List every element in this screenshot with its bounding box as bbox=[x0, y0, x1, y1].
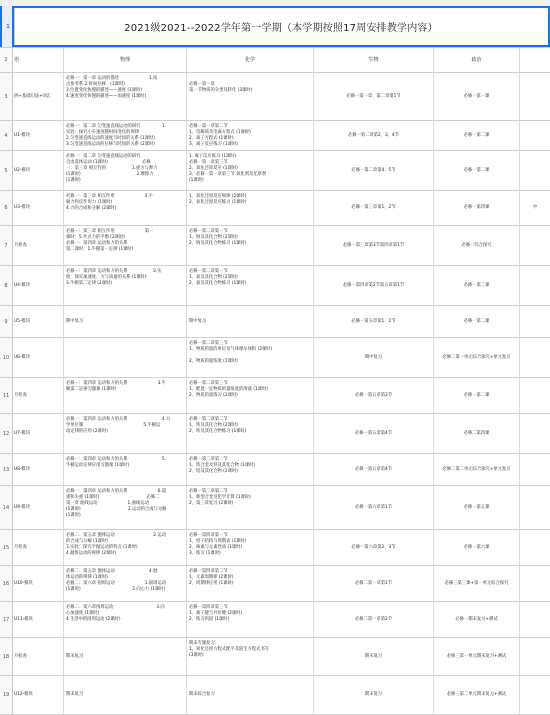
cell-politics[interactable]: 必修一第三课 bbox=[434, 266, 520, 305]
cell-chemistry[interactable]: 期中复习 bbox=[187, 306, 314, 337]
cell-week[interactable]: U12-模块 bbox=[12, 676, 64, 714]
cell-extra[interactable]: 中 bbox=[532, 205, 538, 210]
table-row[interactable] bbox=[0, 73, 550, 121]
cell-chemistry[interactable]: 1、氧化还原反应规律 (2课时) 2、氧化还原反应练习 (1课时) bbox=[187, 191, 314, 225]
cell-politics[interactable]: 必修一综合探究 bbox=[434, 226, 520, 265]
cell-physics[interactable]: 必修二：第五章 抛体运动 4.抛 体运动的规律 (1课时) 必修二：第六章 圆周运动 1.圆周运动 (1课时) 2.向心力 (1课时) bbox=[64, 566, 187, 601]
row-number[interactable]: 14 bbox=[0, 486, 13, 529]
row-number[interactable]: 3 bbox=[0, 73, 13, 120]
cell-biology[interactable]: 必修一第五章第1、2节 bbox=[314, 306, 434, 337]
table-row[interactable] bbox=[0, 566, 550, 602]
cell-week[interactable]: 拼+基础句法+词汇 bbox=[12, 73, 64, 120]
row-number[interactable]: 1 bbox=[0, 6, 15, 47]
cell-extra[interactable] bbox=[520, 414, 550, 453]
cell-week[interactable]: U3-模块 bbox=[12, 191, 64, 225]
cell-physics[interactable]: 必修二：第六章圆周运动 3.向 心加速度 (1课时) 4.生活中的圆周运动 (2课时) bbox=[64, 602, 187, 637]
row-number[interactable]: 5 bbox=[0, 151, 13, 190]
cell-week[interactable]: U6-模块 bbox=[12, 338, 64, 377]
table-row[interactable] bbox=[0, 602, 550, 638]
cell-biology[interactable]: 必修二第一章第1节 bbox=[314, 566, 434, 601]
row-number[interactable]: 4 bbox=[0, 121, 13, 150]
cell-chemistry[interactable]: 1. 离子反应练习 (1课时) 必修一第一章第三节 2、氧化还原反应 (1课时) 3、必修一第一章第三节 氧化剂及还原剂 (1课时) bbox=[187, 151, 314, 190]
cell-physics[interactable] bbox=[64, 338, 187, 377]
cell-chemistry[interactable]: 必修一第四章第三节 1、离子键与共价键 (2课时) 2、练习巩固 (1课时) bbox=[187, 602, 314, 637]
table-row[interactable] bbox=[0, 121, 550, 151]
cell-politics[interactable]: 必修一第四课 bbox=[434, 191, 520, 225]
cell-politics[interactable]: 必修一第六课 bbox=[434, 530, 520, 565]
cell-physics[interactable]: 必修一：第二章 匀变速直线运动的研究 自由落体运动 (1课时) 必修 一：第三章 相互作用 1.重力与弹力 (1课时) 2.摩擦力 (1课时) bbox=[64, 151, 187, 190]
table-row[interactable] bbox=[0, 486, 550, 530]
cell-chemistry[interactable]: 必修一第二章第三节 1、物质的量的单位及气体摩尔体积 (2课时) 2、物质的量浓度 (1课时) bbox=[187, 338, 314, 377]
cell-week[interactable]: U2-模块 bbox=[12, 151, 64, 190]
cell-week[interactable]: U8-模块 bbox=[12, 454, 64, 485]
header-cell-extra[interactable] bbox=[520, 48, 550, 72]
table-row[interactable] bbox=[0, 266, 550, 306]
cell-biology[interactable]: 必修一第六章第2、3节 bbox=[314, 530, 434, 565]
cell-chemistry[interactable]: 必修一第二章第一节 1、氯及其化合物 (2课时) 2、氯及其化合物练习 (1课时) bbox=[187, 266, 314, 305]
row-number[interactable]: 10 bbox=[0, 338, 13, 377]
cell-biology[interactable]: 期末复习 bbox=[314, 676, 434, 714]
cell-politics[interactable]: 必修三第二单元期末复习+测试 bbox=[434, 676, 520, 714]
cell-week[interactable]: U7-模块 bbox=[12, 414, 64, 453]
cell-chemistry[interactable]: 期末综合复习 bbox=[187, 676, 314, 714]
cell-politics[interactable]: 必修三第一单元期末复习+测试 bbox=[434, 638, 520, 675]
row-number[interactable]: 9 bbox=[0, 306, 13, 337]
cell-physics[interactable]: 必修一：第四章 运动和力的关系 4.力 学单位制 5.牛顿运 动定律的应用 (2课时) bbox=[64, 414, 187, 453]
cell-week[interactable]: U5-模块 bbox=[12, 306, 64, 337]
cell-physics[interactable]: 期末复习 bbox=[64, 676, 187, 714]
cell-week[interactable]: U1-模块 bbox=[12, 121, 64, 150]
table-row[interactable] bbox=[0, 191, 550, 226]
cell-chemistry[interactable]: 必修一第二章第一节 1、钠及其化合物 (2课时) 2、钠及其化合物练习 (1课时) bbox=[187, 226, 314, 265]
cell-extra[interactable] bbox=[520, 338, 550, 377]
header-cell-chinese[interactable]: 语 bbox=[12, 48, 64, 72]
cell-extra[interactable] bbox=[520, 226, 550, 265]
cell-physics[interactable]: 必修一：第四章 运动和力的关系 5. 牛顿运动定律应用习题课 (1课时) bbox=[64, 454, 187, 485]
cell-politics[interactable]: 必修一第五课 bbox=[434, 486, 520, 529]
row-number[interactable]: 18 bbox=[0, 638, 13, 675]
cell-extra[interactable] bbox=[520, 486, 550, 529]
header-row[interactable] bbox=[0, 48, 550, 73]
cell-chemistry[interactable]: 必修一第二章第三节 1、配置一定物质的量浓度的溶液 (1课时) 2、物质的量练习 (2课时) bbox=[187, 378, 314, 413]
cell-week[interactable]: U9-模块 bbox=[12, 486, 64, 529]
cell-chemistry[interactable]: 必修一第一章第二节 1、电解质及电离方程式 (1课时) 2、离子方程式 (1课时) 3、离子反应练习 (1课时) bbox=[187, 121, 314, 150]
row-number[interactable]: 19 bbox=[0, 676, 13, 714]
cell-politics[interactable]: 必修三第三课+第一单元综合探究 bbox=[434, 566, 520, 601]
cell-week[interactable]: 月检查 bbox=[12, 530, 64, 565]
cell-biology[interactable]: 期中复习 bbox=[314, 338, 434, 377]
table-row[interactable] bbox=[0, 638, 550, 676]
cell-extra[interactable] bbox=[520, 306, 550, 337]
cell-chemistry[interactable]: 必修一第四章第一节 1、原子结构与周期表 (1课时) 2、核素与元素性质 (1课时) 3、练习 (1课时) bbox=[187, 530, 314, 565]
cell-chemistry[interactable]: 必修一第一章 第一节物质的分类及转化 (3课时) bbox=[187, 73, 314, 120]
table-row[interactable] bbox=[0, 530, 550, 566]
cell-biology[interactable]: 必修一第五章第4节 bbox=[314, 454, 434, 485]
cell-chemistry[interactable]: 期末专题复习： 1、氧化还原方程式配平及陌生方程式书写 (3课时) bbox=[187, 638, 314, 675]
cell-biology[interactable]: 必修一第二章第4、5节 bbox=[314, 151, 434, 190]
header-cell-biology[interactable]: 生物 bbox=[314, 48, 434, 72]
cell-extra[interactable] bbox=[520, 454, 550, 485]
title-row[interactable] bbox=[0, 6, 550, 48]
cell-biology[interactable]: 必修一第五章第3节 bbox=[314, 378, 434, 413]
table-row[interactable] bbox=[0, 306, 550, 338]
cell-politics[interactable]: 必修二第四课 bbox=[434, 414, 520, 453]
cell-physics[interactable]: 必修一：第二章 匀变速直线运动的研究 1. 实验：探究小车速度随时间变化的规律 2.匀变速直线运动的速度与时间的关系 (1课时) 3.匀变速直线运动的位移与时间的关系 (2课时) bbox=[64, 121, 187, 150]
row-number[interactable]: 6 bbox=[0, 191, 13, 225]
cell-extra[interactable] bbox=[520, 121, 550, 150]
table-row[interactable] bbox=[0, 414, 550, 454]
table-row[interactable] bbox=[0, 338, 550, 378]
table-row[interactable] bbox=[0, 151, 550, 191]
cell-physics[interactable]: 期中复习 bbox=[64, 306, 187, 337]
cell-chemistry[interactable]: 必修一第三章第二节 1、新型合金及化学计算 (1课时) 2、第三章复习 (2课时) bbox=[187, 486, 314, 529]
cell-biology[interactable]: 必修一第六章第1节 bbox=[314, 486, 434, 529]
cell-politics[interactable]: 必修一第一课 bbox=[434, 73, 520, 120]
cell-extra[interactable] bbox=[520, 73, 550, 120]
cell-biology[interactable]: 必修一第五章第4节 bbox=[314, 414, 434, 453]
row-number[interactable]: 8 bbox=[0, 266, 13, 305]
cell-physics[interactable]: 必修一：第三章 相互作用 3.牛 顿力和反作用力 (1课时) 4.力的合成和分解 (2课时) bbox=[64, 191, 187, 225]
cell-biology[interactable]: 必修一第三章第3节第四章第1节 bbox=[314, 226, 434, 265]
table-row[interactable] bbox=[0, 226, 550, 266]
row-number[interactable]: 16 bbox=[0, 566, 13, 601]
cell-chemistry[interactable]: 必修一第三章第一节 1、铁合金及铁及其化合物 (1课时) 2、铝及其化合物 (2课时) bbox=[187, 454, 314, 485]
cell-extra[interactable] bbox=[520, 530, 550, 565]
cell-physics[interactable]: 必修一：第四章 运动和力的关系 3.牛 顿第二定律习题课 (1课时) bbox=[64, 378, 187, 413]
header-cell-chemistry[interactable]: 化学 bbox=[187, 48, 314, 72]
cell-week[interactable]: U4-模块 bbox=[12, 266, 64, 305]
cell-politics[interactable]: 必修二第一单元综合探究+单元复习 bbox=[434, 338, 520, 377]
cell-physics[interactable]: 必修一：第三章 相互作用 第一 课时：5.共点力的平衡 (2课时) 必修一：第四章 运动和力的关系 第二课时：1.牛顿第一定律 (1课时) bbox=[64, 226, 187, 265]
row-number[interactable]: 12 bbox=[0, 414, 13, 453]
cell-extra[interactable] bbox=[520, 676, 550, 714]
cell-extra[interactable] bbox=[520, 602, 550, 637]
cell-extra[interactable] bbox=[520, 266, 550, 305]
table-row[interactable] bbox=[0, 454, 550, 486]
row-number[interactable]: 2 bbox=[0, 48, 13, 72]
cell-biology[interactable]: 必修一第四章第2节第五章第1节 bbox=[314, 266, 434, 305]
cell-politics[interactable]: 必修一期末复习+测试 bbox=[434, 602, 520, 637]
table-row[interactable] bbox=[0, 676, 550, 715]
header-cell-physics[interactable]: 物理 bbox=[64, 48, 187, 72]
table-row[interactable] bbox=[0, 378, 550, 414]
cell-biology[interactable]: 必修一第三章第1、2节 bbox=[314, 191, 434, 225]
cell-week[interactable]: U11-模块 bbox=[12, 602, 64, 637]
cell-physics[interactable]: 必修一：第四章 运动和力的关系 2.实 验：探究加速度、力与质量的关系 (1课时) 3.牛顿第二定律 (2课时) bbox=[64, 266, 187, 305]
cell-physics[interactable]: 必修一：第四章 运动和力的关系 6.超 重和失重 (1课时) 必修二 第一章 曲线运动 1.曲线运动 (1课时) 2.运动的合成与分解 (1课时) bbox=[64, 486, 187, 529]
cell-biology[interactable]: 必修一第一章、第二章第1节 bbox=[314, 73, 434, 120]
cell-extra[interactable] bbox=[520, 638, 550, 675]
cell-chemistry[interactable]: 必修一第四章第二节 1、元素周期律 (2课时) 2、周期律应用 (1课时) bbox=[187, 566, 314, 601]
cell-physics[interactable]: 期末复习 bbox=[64, 638, 187, 675]
cell-biology[interactable]: 必修一第二章第2、3、4节 bbox=[314, 121, 434, 150]
cell-biology[interactable]: 必修二第一章第2节 bbox=[314, 602, 434, 637]
row-number[interactable]: 15 bbox=[0, 530, 13, 565]
cell-politics[interactable]: 必修二第二单元综合探究+单元复习 bbox=[434, 454, 520, 485]
cell-week[interactable]: 月检查 bbox=[12, 378, 64, 413]
cell-biology[interactable]: 期末复习 bbox=[314, 638, 434, 675]
cell-chemistry[interactable]: 必修一第二章第二节 1、铁及其化合物 (2课时) 2、铁及其化合物练习 (1课时) bbox=[187, 414, 314, 453]
cell-politics[interactable]: 必修一第二课 bbox=[434, 378, 520, 413]
sheet-title[interactable]: 2021级2021--2022学年第一学期（本学期按照17周安排教学内容） bbox=[12, 6, 550, 47]
cell-week[interactable]: U10-模块 bbox=[12, 566, 64, 601]
cell-week[interactable]: 月检查 bbox=[12, 638, 64, 675]
cell-physics[interactable]: 必修二：第五章 抛体运动 2.运动 的合成与分解 (1课时) 3.实验：探究平抛运动的特点 (1课时) 4.抛体运动的规律 (2课时) bbox=[64, 530, 187, 565]
cell-extra[interactable] bbox=[520, 378, 550, 413]
row-number[interactable]: 17 bbox=[0, 602, 13, 637]
cell-extra[interactable] bbox=[520, 566, 550, 601]
row-number[interactable]: 11 bbox=[0, 378, 13, 413]
cell-week[interactable]: 月检查 bbox=[12, 226, 64, 265]
cell-physics[interactable]: 必修一：第一章 运动的描述 1.质 点参考系 2.时间位移 (1课时) 3.位置变化快慢的描述——速度 (1课时) 4.速度变化快慢的描述——加速度 (1课时) bbox=[64, 73, 187, 120]
cell-extra[interactable] bbox=[520, 151, 550, 190]
row-number[interactable]: 7 bbox=[0, 226, 13, 265]
row-number[interactable]: 13 bbox=[0, 454, 13, 485]
cell-politics[interactable]: 必修一第二课 bbox=[434, 151, 520, 190]
cell-politics[interactable]: 必修一第二课 bbox=[434, 121, 520, 150]
cell-politics[interactable]: 必修一第二课 bbox=[434, 306, 520, 337]
header-cell-politics[interactable]: 政治 bbox=[434, 48, 520, 72]
